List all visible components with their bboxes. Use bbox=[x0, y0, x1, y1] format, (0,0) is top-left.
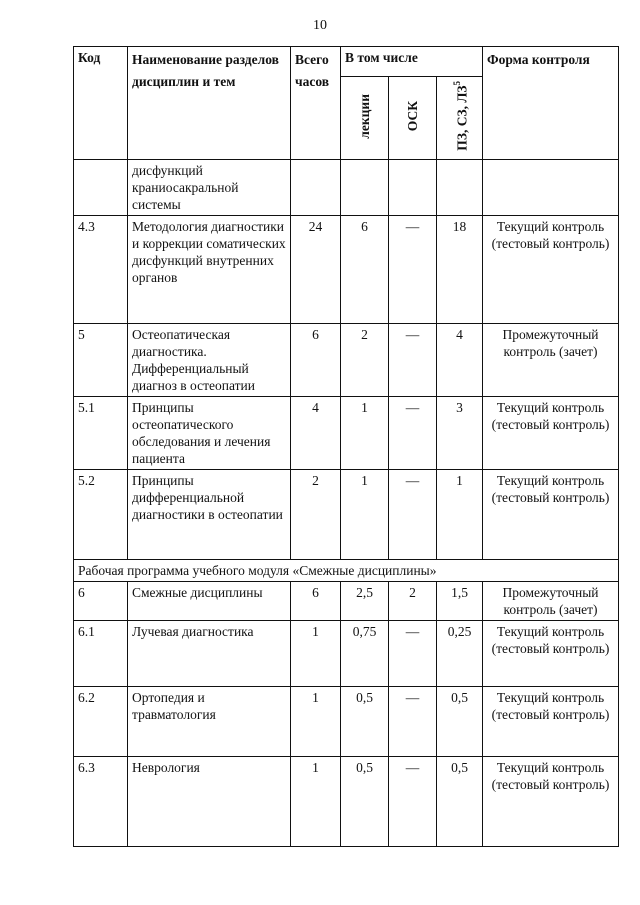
cell-osk: 2 bbox=[389, 581, 437, 620]
cell-pz: 0,5 bbox=[437, 756, 483, 846]
cell-form: Промежуточный контроль (зачет) bbox=[483, 581, 619, 620]
page-number: 10 bbox=[313, 18, 327, 33]
cell-osk: — bbox=[389, 323, 437, 396]
cell-form bbox=[483, 159, 619, 215]
cell-osk: — bbox=[389, 215, 437, 323]
header-total: Всего часов bbox=[291, 47, 341, 160]
cell-total: 4 bbox=[291, 396, 341, 469]
cell-lec: 0,5 bbox=[341, 686, 389, 756]
cell-lec: 1 bbox=[341, 396, 389, 469]
cell-osk: — bbox=[389, 620, 437, 686]
cell-name: Принципы остеопатического обследования и лечения пациента bbox=[128, 396, 291, 469]
cell-total bbox=[291, 159, 341, 215]
cell-form: Текущий контроль (тестовый контроль) bbox=[483, 215, 619, 323]
cell-pz: 1,5 bbox=[437, 581, 483, 620]
cell-total: 1 bbox=[291, 756, 341, 846]
header-pz-cell bbox=[437, 77, 483, 160]
header-pz-sup: 5 bbox=[451, 81, 462, 86]
header-osk-cell bbox=[389, 77, 437, 160]
table-row bbox=[74, 469, 619, 559]
table-row bbox=[74, 756, 619, 846]
cell-osk: — bbox=[389, 756, 437, 846]
cell-code: 5.1 bbox=[74, 396, 128, 469]
cell-form: Текущий контроль (тестовый контроль) bbox=[483, 686, 619, 756]
cell-total: 6 bbox=[291, 323, 341, 396]
cell-name: Ортопедия и травматология bbox=[128, 686, 291, 756]
header-lectures-cell bbox=[341, 77, 389, 160]
curriculum-table bbox=[73, 46, 619, 847]
cell-code: 4.3 bbox=[74, 215, 128, 323]
header-form: Форма контроля bbox=[483, 47, 619, 160]
cell-lec: 1 bbox=[341, 469, 389, 559]
cell-lec: 2,5 bbox=[341, 581, 389, 620]
table-row bbox=[74, 686, 619, 756]
header-pz-wrap bbox=[449, 81, 471, 151]
cell-pz: 1 bbox=[437, 469, 483, 559]
cell-total: 6 bbox=[291, 581, 341, 620]
cell-name: Лучевая диагностика bbox=[128, 620, 291, 686]
cell-lec: 0,5 bbox=[341, 756, 389, 846]
cell-pz bbox=[437, 159, 483, 215]
cell-form: Текущий контроль (тестовый контроль) bbox=[483, 756, 619, 846]
cell-pz: 4 bbox=[437, 323, 483, 396]
table-row bbox=[74, 215, 619, 323]
cell-osk: — bbox=[389, 686, 437, 756]
cell-pz: 18 bbox=[437, 215, 483, 323]
cell-name: Принципы дифференциальной диагностики в остеопатии bbox=[128, 469, 291, 559]
cell-code: 5 bbox=[74, 323, 128, 396]
table-row bbox=[74, 323, 619, 396]
table-row bbox=[74, 620, 619, 686]
cell-form: Текущий контроль (тестовый контроль) bbox=[483, 396, 619, 469]
table-body bbox=[74, 159, 619, 846]
cell-form: Текущий контроль (тестовый контроль) bbox=[483, 620, 619, 686]
cell-osk bbox=[389, 159, 437, 215]
cell-name: дисфункций краниосакральной системы bbox=[128, 159, 291, 215]
header-including: В том числе bbox=[341, 47, 483, 77]
cell-total: 1 bbox=[291, 620, 341, 686]
cell-code bbox=[74, 159, 128, 215]
cell-pz: 3 bbox=[437, 396, 483, 469]
cell-total: 24 bbox=[291, 215, 341, 323]
cell-lec: 6 bbox=[341, 215, 389, 323]
cell-form: Промежуточный контроль (зачет) bbox=[483, 323, 619, 396]
cell-pz: 0,5 bbox=[437, 686, 483, 756]
header-lectures: лекции bbox=[357, 93, 372, 139]
table-row bbox=[74, 581, 619, 620]
cell-total: 2 bbox=[291, 469, 341, 559]
cell-total: 1 bbox=[291, 686, 341, 756]
cell-code: 6.1 bbox=[74, 620, 128, 686]
table-row bbox=[74, 396, 619, 469]
header-code: Код bbox=[74, 47, 128, 160]
cell-code: 5.2 bbox=[74, 469, 128, 559]
table-row bbox=[74, 159, 619, 215]
cell-name: Неврология bbox=[128, 756, 291, 846]
cell-name: Смежные дисциплины bbox=[128, 581, 291, 620]
cell-lec bbox=[341, 159, 389, 215]
cell-code: 6 bbox=[74, 581, 128, 620]
cell-lec: 2 bbox=[341, 323, 389, 396]
table-row bbox=[74, 559, 619, 581]
header-pz: ПЗ, СЗ, ЛЗ bbox=[454, 85, 470, 151]
module-title: Рабочая программа учебного модуля «Смежные дисциплины» bbox=[74, 559, 619, 581]
cell-osk: — bbox=[389, 469, 437, 559]
cell-name: Методология диагностики и коррекции соматических дисфункций внутренних органов bbox=[128, 215, 291, 323]
cell-osk: — bbox=[389, 396, 437, 469]
header-osk: ОСК bbox=[405, 100, 420, 131]
header-name: Наименование разделов дисциплин и тем bbox=[128, 47, 291, 160]
cell-name: Остеопатическая диагностика. Дифференциальный диагноз в остеопатии bbox=[128, 323, 291, 396]
cell-lec: 0,75 bbox=[341, 620, 389, 686]
cell-form: Текущий контроль (тестовый контроль) bbox=[483, 469, 619, 559]
cell-pz: 0,25 bbox=[437, 620, 483, 686]
cell-code: 6.2 bbox=[74, 686, 128, 756]
cell-code: 6.3 bbox=[74, 756, 128, 846]
